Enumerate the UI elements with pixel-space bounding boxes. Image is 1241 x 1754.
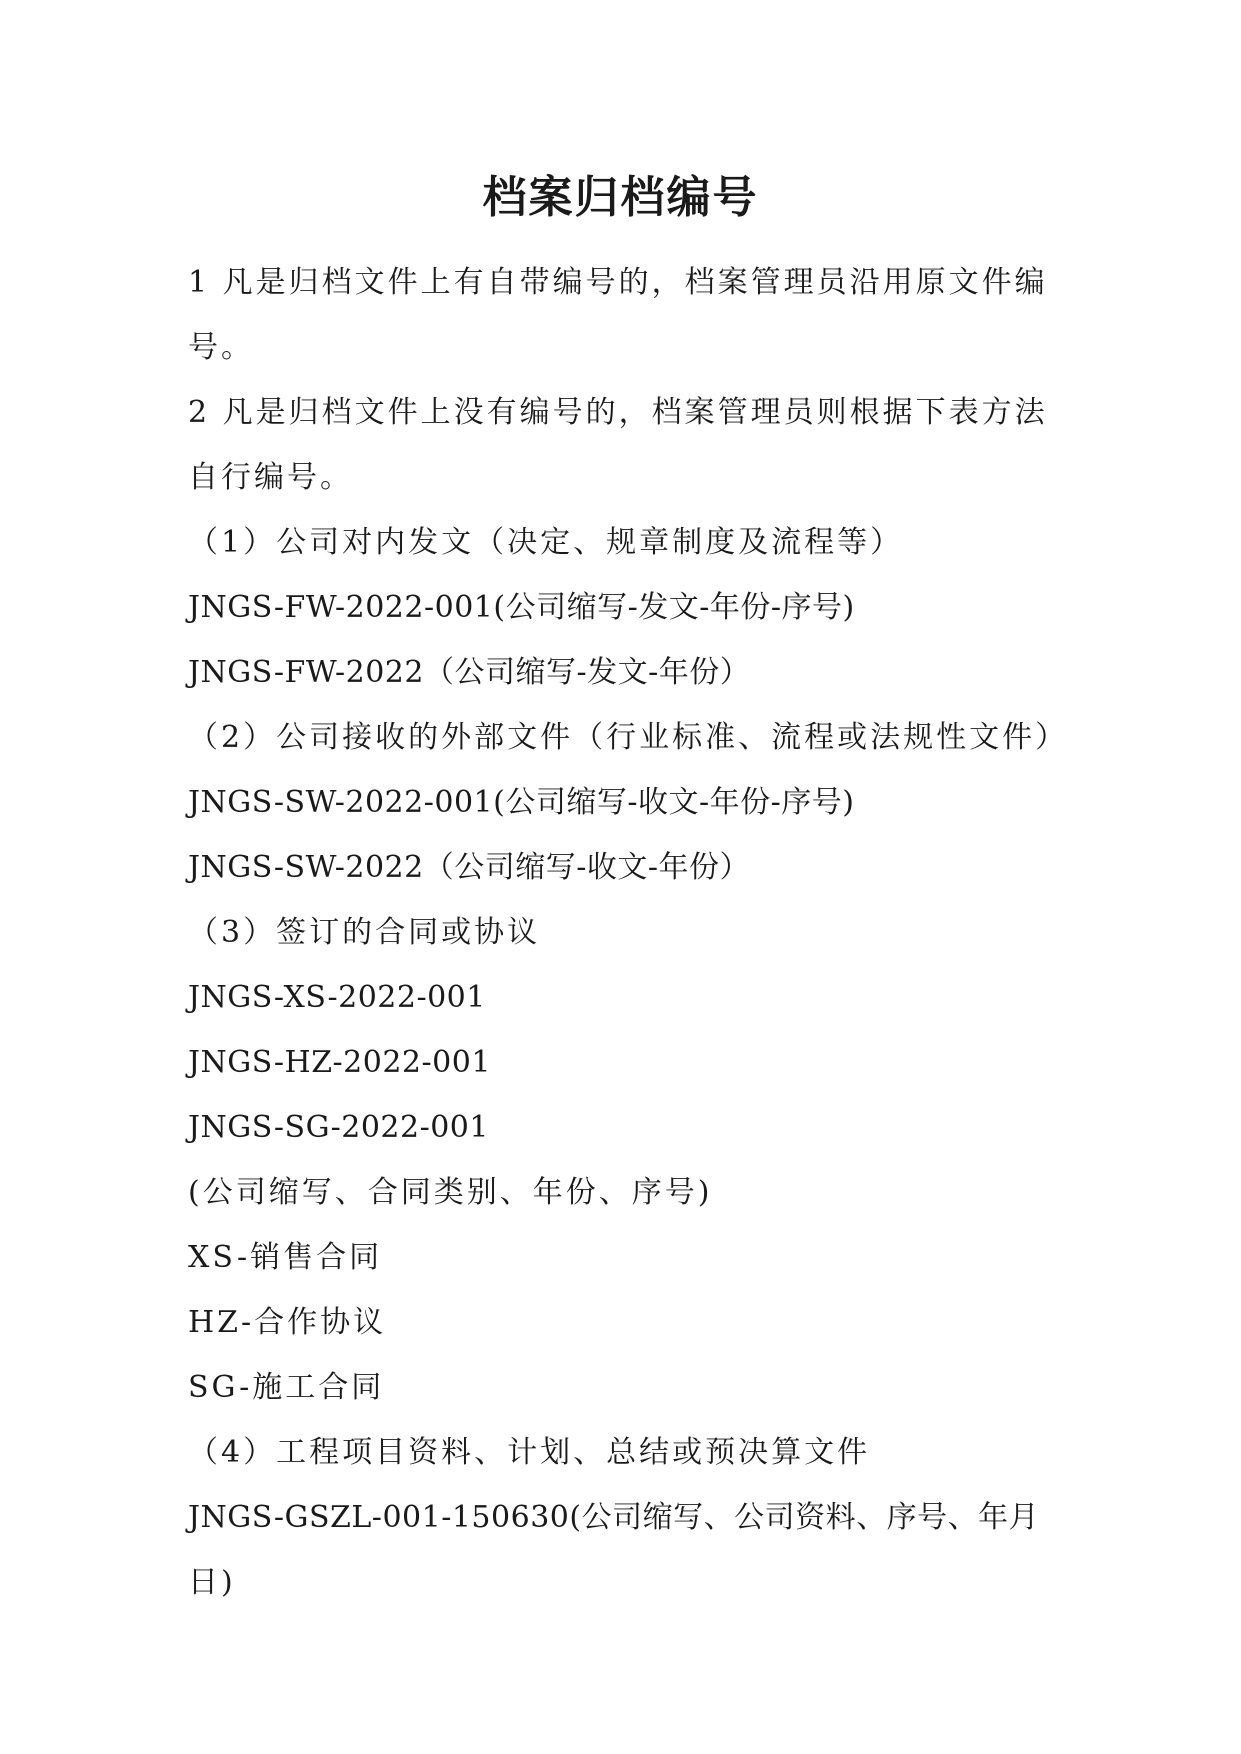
code-example: JNGS-HZ-2022-001 bbox=[188, 1045, 491, 1080]
paragraph-line: 号。 bbox=[188, 330, 254, 365]
code-explanation: (公司缩写、合同类别、年份、序号) bbox=[188, 1175, 713, 1210]
section-heading: （3）签订的合同或协议 bbox=[188, 915, 541, 950]
category-definition: HZ-合作协议 bbox=[188, 1305, 387, 1340]
section-heading: （4）工程项目资料、计划、总结或预决算文件 bbox=[188, 1435, 871, 1470]
document-title: 档案归档编号 bbox=[482, 172, 759, 223]
category-definition: SG-施工合同 bbox=[188, 1370, 385, 1405]
paragraph-line: 1 凡是归档文件上有自带编号的，档案管理员沿用原文件编 bbox=[188, 265, 1048, 300]
section-heading: （2）公司接收的外部文件（行业标准、流程或法规性文件） bbox=[188, 720, 1069, 755]
code-example: JNGS-FW-2022（公司缩写-发文-年份） bbox=[188, 655, 751, 690]
document-body bbox=[188, 250, 1069, 1615]
code-example: JNGS-GSZL-001-150630(公司缩写、公司资料、序号、年月 bbox=[188, 1500, 1040, 1535]
code-example: JNGS-SW-2022（公司缩写-收文-年份） bbox=[188, 850, 750, 885]
paragraph-line: 自行编号。 bbox=[188, 460, 353, 495]
code-example: JNGS-XS-2022-001 bbox=[188, 980, 486, 1015]
category-definition: XS-销售合同 bbox=[188, 1240, 383, 1275]
code-example: JNGS-FW-2022-001(公司缩写-发文-年份-序号) bbox=[188, 590, 855, 625]
code-example: JNGS-SG-2022-001 bbox=[188, 1110, 489, 1145]
code-example: JNGS-SW-2022-001(公司缩写-收文-年份-序号) bbox=[188, 785, 855, 820]
paragraph-line: 2 凡是归档文件上没有编号的，档案管理员则根据下表方法 bbox=[188, 395, 1048, 430]
section-heading: （1）公司对内发文（决定、规章制度及流程等） bbox=[188, 525, 904, 560]
paragraph-line: 日) bbox=[188, 1565, 236, 1600]
